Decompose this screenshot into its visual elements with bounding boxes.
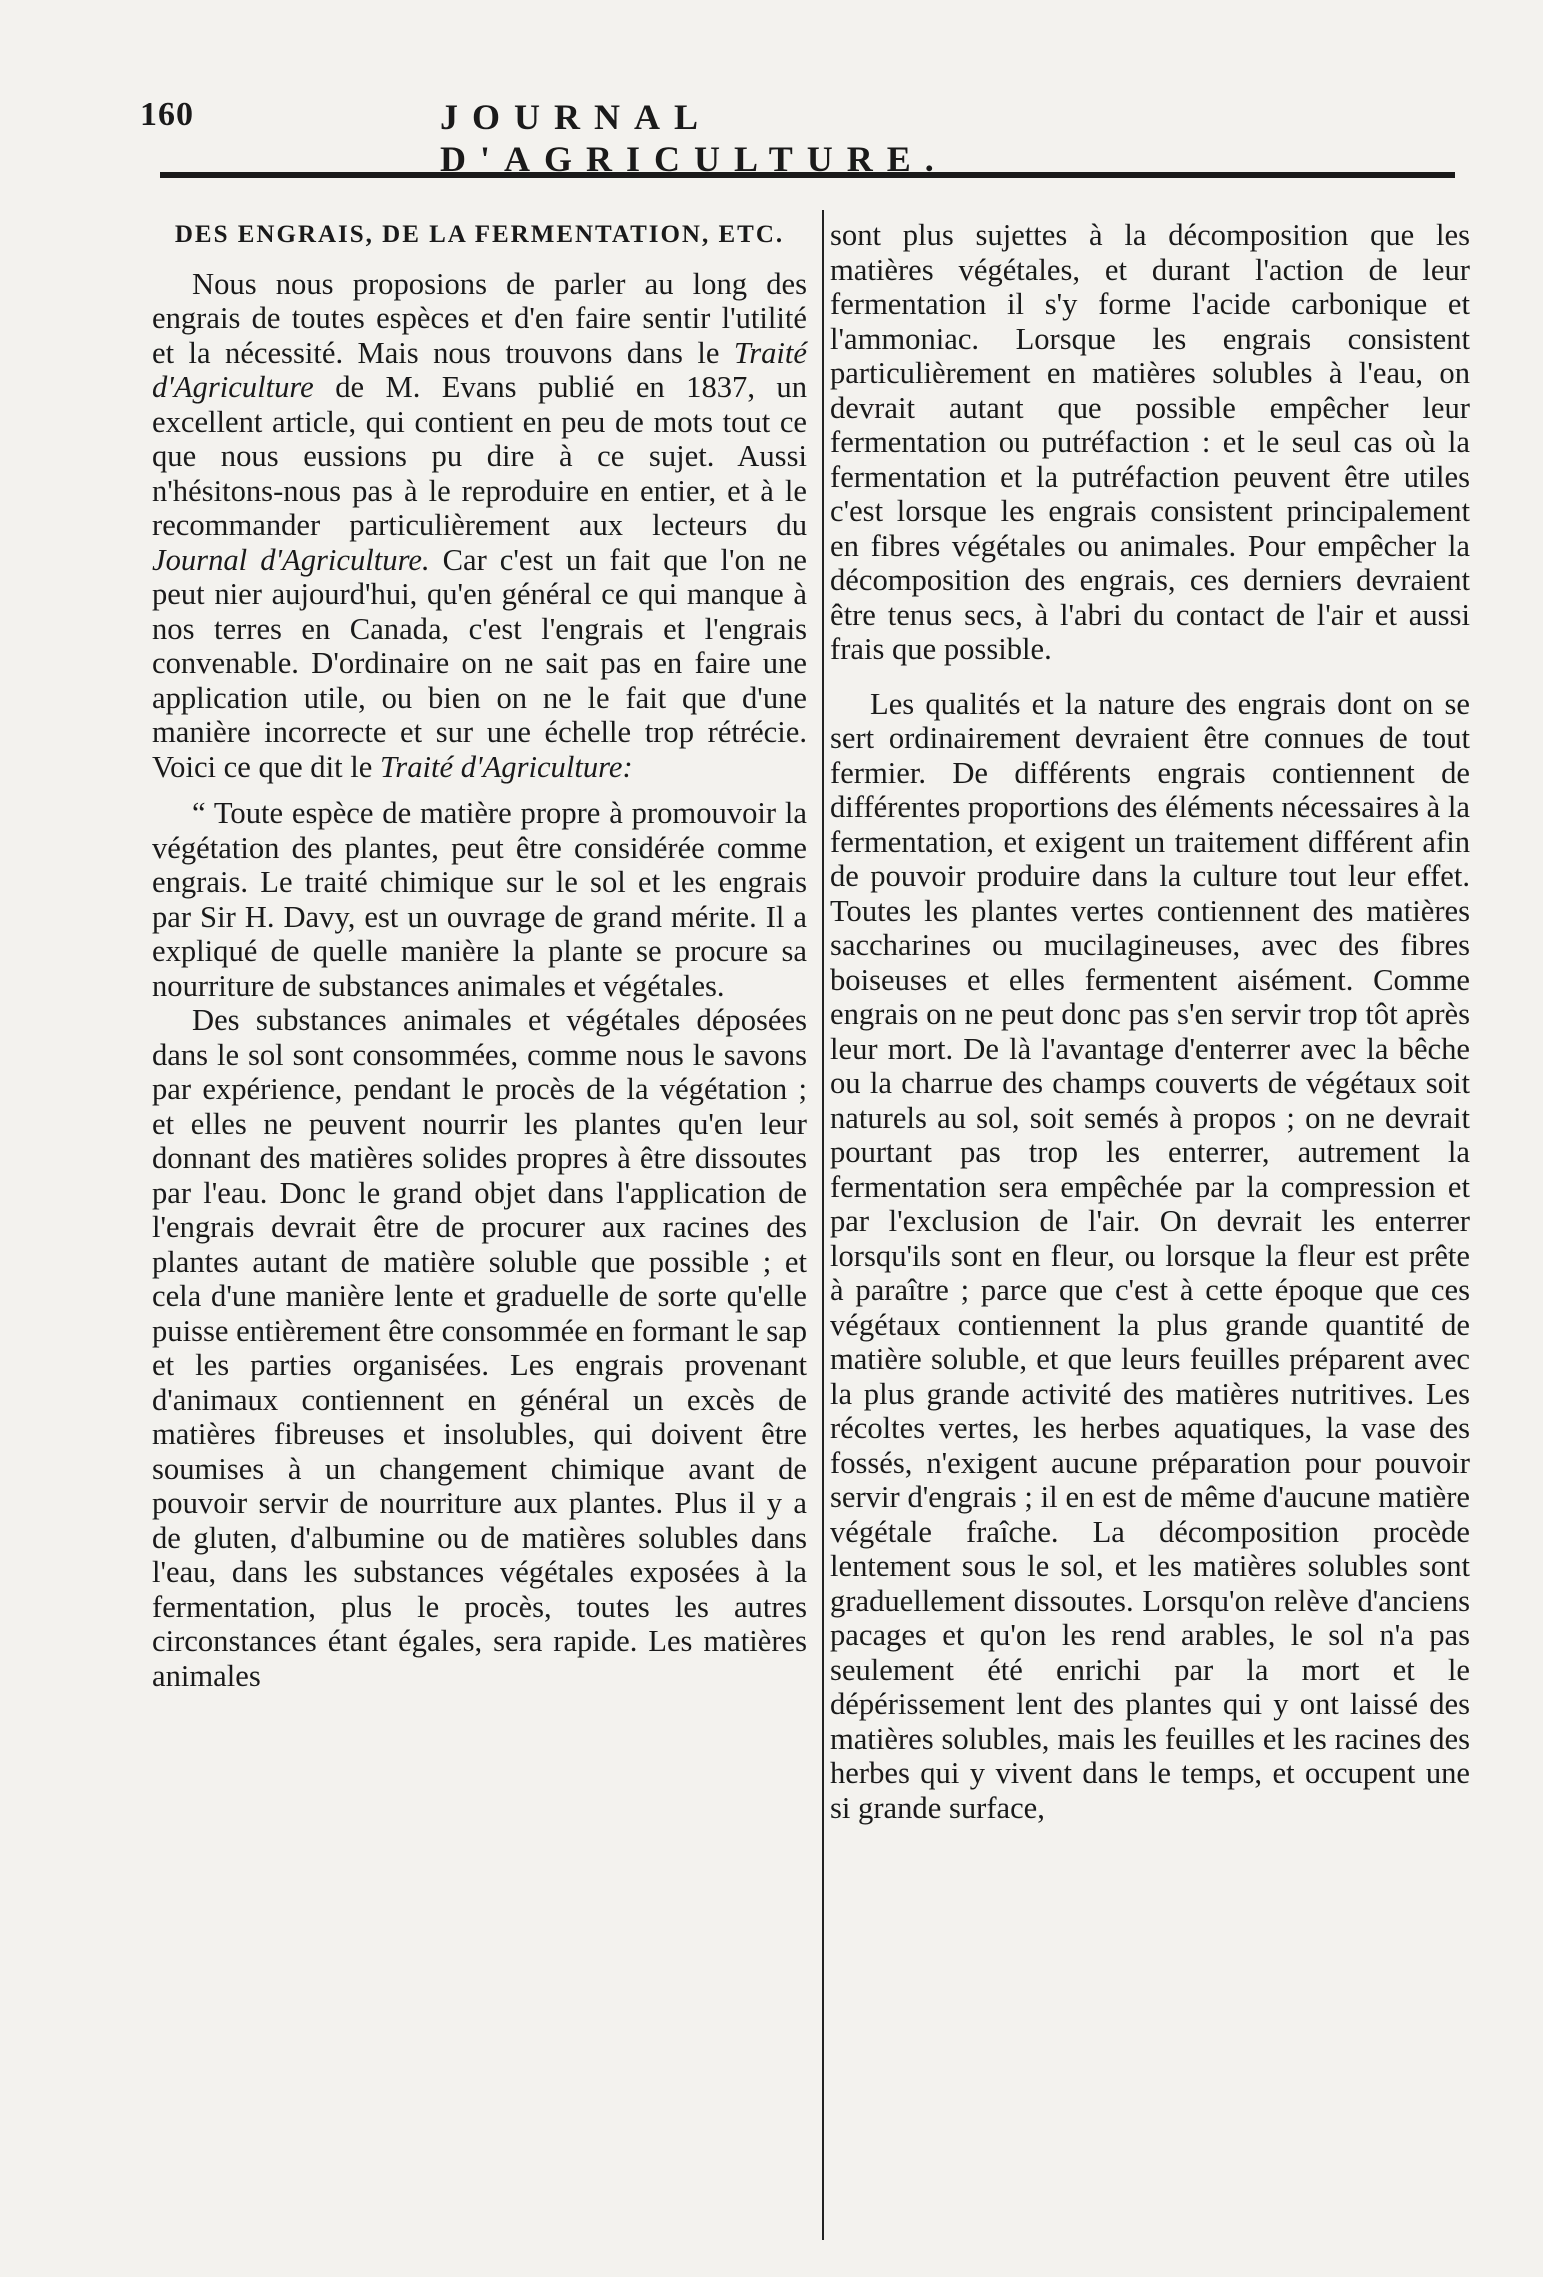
quote-paragraph-1: “ Toute espèce de matière propre à promouvoir la végétation des plantes, peut être considérée comme engrais. Le traité chimique sur le sol et les engrais par Sir H. Davy, est un ouvrage de grand mérite. Il a expliqué de quelle manière la plante se procure sa nourriture de substances animales et végétales.	[152, 796, 807, 1003]
left-column	[152, 218, 807, 1693]
intro-ref-traite-1: Traité d'Agriculture	[152, 335, 807, 404]
intro-paragraph	[152, 267, 807, 785]
quote-paragraph-3: Les qualités et la nature des engrais dont on se sert ordinairement devraient être connues de tout fermier. De différents engrais contiennent de différentes proportions des éléments nécessaires à la fermentation, et exigent un traitement différent afin de pouvoir produire dans la culture tout leur effet. Toutes les plantes vertes contiennent des matières saccharines ou mucilagineuses, avec des fibres boiseuses et elles fermentent aisément. Comme engrais on ne peut donc pas s'en servir trop tôt après leur mort. De là l'avantage d'enterrer avec la bêche ou la charrue des champs couverts de végétaux soit naturels au sol, soit semés à propos ; on ne devrait pourtant pas trop les enterrer, autrement la fermentation sera empêchée par la compression et par l'exclusion de l'air. On devrait les enterrer lorsqu'ils sont en fleur, ou lorsque la fleur est prête à paraître ; parce que c'est à cette époque que ces végétaux contiennent la plus grande quantité de matière soluble, et que leurs feuilles préparent avec la plus grande activité des matières nutritives. Les récoltes vertes, les herbes aquatiques, la vase des fossés, n'exigent aucune préparation pour pouvoir servir d'engrais ; il en est de même d'aucune matière végétale fraîche. La décomposition procède lentement sous le sol, et les matières solubles sont graduellement dissoutes. Lorsqu'on relève d'anciens pacages et qu'on les rend arables, le sol n'a pas seulement été enrichi par la mort et le dépérissement lent des plantes qui y ont laissé des matières solubles, mais les feuilles et les racines des herbes qui y vivent dans le temps, et occupent une si grande surface,	[830, 686, 1470, 1825]
intro-text-1: Nous nous proposions de parler au long des engrais de toutes espèces et d'en faire sentir l'utilité et la nécessité. Mais nous trouvons dans le	[152, 266, 807, 370]
intro-ref-traite-2: Traité d'Agriculture:	[379, 749, 633, 784]
intro-ref-journal: Journal d'Agriculture.	[152, 542, 430, 577]
column-divider	[822, 210, 824, 2240]
intro-text-3: Car c'est un fait que l'on ne peut nier aujourd'hui, qu'en général ce qui manque à nos terres en Canada, c'est l'engrais et l'engrais convenable. D'ordinaire on ne sait pas en faire une application utile, ou bien on ne le fait que d'une manière incorrecte et sur une échelle trop rétrécie. Voici ce que dit le	[152, 542, 807, 784]
page-number: 160	[140, 96, 194, 133]
running-head: JOURNAL D'AGRICULTURE.	[440, 97, 948, 179]
intro-text-2: de M. Evans publié en 1837, un excellent article, qui contient en peu de mots tout ce que nous eussions pu dire à ce sujet. Aussi n'hésitons-nous pas à le reproduire en entier, et à le recommander particulièrement aux lecteurs du	[152, 370, 807, 542]
quote-paragraph-2-end: sont plus sujettes à la décomposition que les matières végétales, et durant l'action de leur fermentation il s'y forme l'acide carbonique et l'ammoniac. Lorsque les engrais consistent particulièrement en matières solubles à l'eau, on devrait autant que possible empêcher leur fermentation ou putréfaction : et le seul cas où la fermentation et la putréfaction peuvent être utiles c'est lorsque les engrais consistent principalement en fibres végétales ou animales. Pour empêcher la décomposition des engrais, ces derniers devraient être tenus secs, à l'abri du contact de l'air et aussi frais que possible.	[830, 218, 1470, 666]
header-rule	[160, 172, 1455, 178]
quote-paragraph-2-start: Des substances animales et végétales déposées dans le sol sont consommées, comme nous le savons par expérience, pendant le procès de la végétation ; et elles ne peuvent nourrir les plantes qu'en leur donnant des matières solides propres à être dissoutes par l'eau. Donc le grand objet dans l'application de l'engrais devrait être de procurer aux racines des plantes autant de matière soluble que possible ; et cela d'une manière lente et graduelle de sorte qu'elle puisse entièrement être consommée en formant le sap et les parties organisées. Les engrais provenant d'animaux contiennent en général un excès de matières fibreuses et insolubles, qui doivent être soumises à un changement chimique avant de pouvoir servir de nourriture aux plantes. Plus il y a de gluten, d'albumine ou de matières solubles dans l'eau, dans les substances végétales exposées à la fermentation, plus le procès, toutes les autres circonstances étant égales, sera rapide. Les matières animales	[152, 1003, 807, 1693]
section-title: DES ENGRAIS, DE LA FERMENTATION, ETC.	[174, 221, 785, 248]
right-column	[830, 218, 1470, 1825]
